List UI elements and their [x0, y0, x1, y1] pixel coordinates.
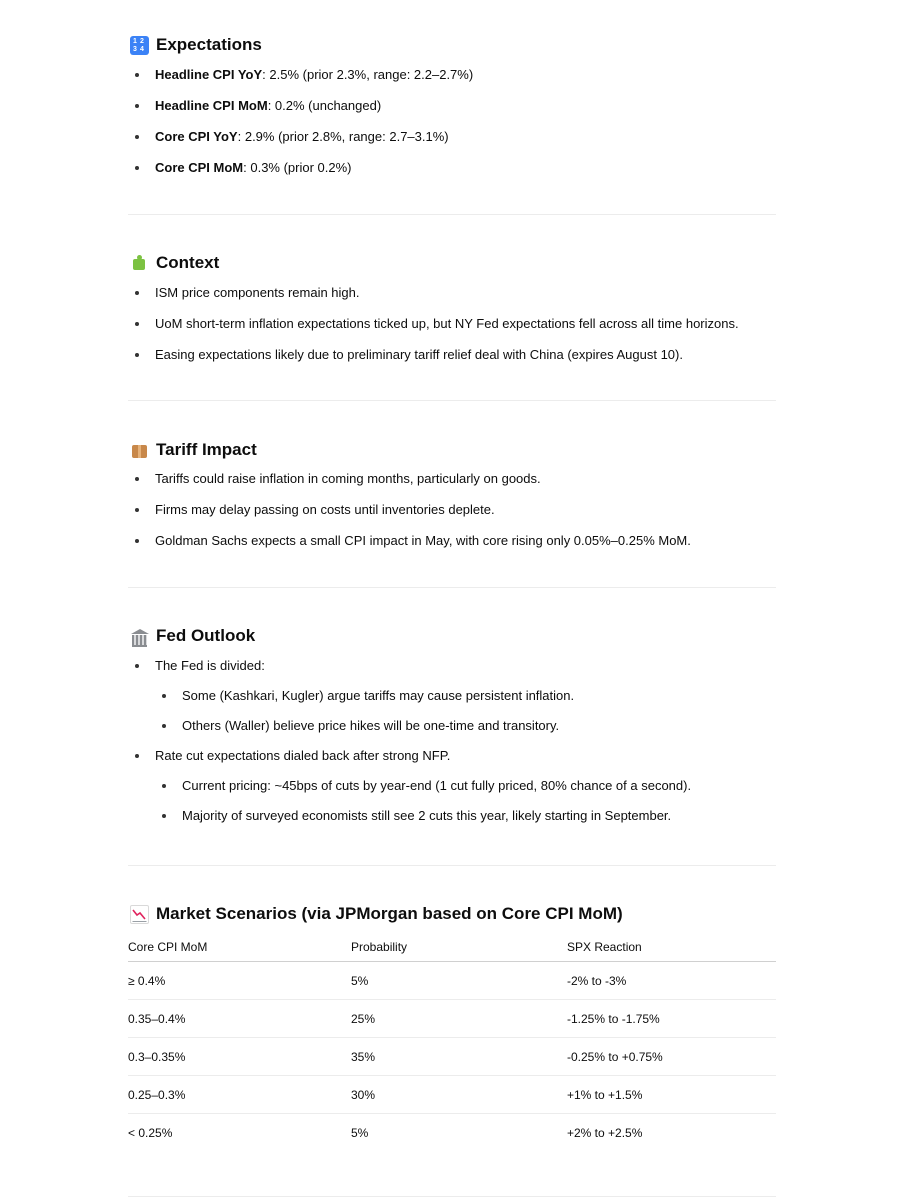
table-cell: +1% to +1.5%	[567, 1076, 776, 1114]
item-label: Core CPI MoM	[155, 160, 244, 175]
table-cell: 30%	[351, 1076, 567, 1114]
table-cell: 0.3–0.35%	[128, 1038, 351, 1076]
column-header: Probability	[351, 932, 567, 962]
list-item	[128, 128, 776, 146]
list-item: Firms may delay passing on costs until inventories deplete.	[128, 501, 776, 519]
list-item: The Fed is divided:	[128, 657, 776, 675]
column-header: SPX Reaction	[567, 932, 776, 962]
scenarios-table	[128, 932, 776, 1151]
list-item: Easing expectations likely due to preliminary tariff relief deal with China (expires August 10).	[128, 346, 776, 364]
section-divider	[128, 400, 776, 401]
context-title: Context	[156, 253, 220, 272]
table-cell: ≥ 0.4%	[128, 962, 351, 1000]
item-text: : 0.3% (prior 0.2%)	[243, 160, 352, 175]
fed-title: Fed Outlook	[156, 626, 256, 645]
expectations-list	[128, 66, 776, 177]
puzzle-piece-icon	[130, 254, 149, 273]
sub-list-item: Some (Kashkari, Kugler) argue tariffs may cause persistent inflation.	[128, 687, 776, 705]
list-item: ISM price components remain high.	[128, 284, 776, 302]
tariff-section	[128, 438, 776, 550]
list-item: Tariffs could raise inflation in coming months, particularly on goods.	[128, 470, 776, 488]
tariff-heading	[128, 438, 776, 462]
table-header-row	[128, 932, 776, 962]
table-cell: 5%	[351, 1125, 369, 1140]
expectations-title: Expectations	[156, 35, 262, 54]
item-label: Core CPI YoY	[155, 129, 238, 144]
table-cell: +2% to +2.5%	[567, 1125, 643, 1140]
item-label: Headline CPI YoY	[155, 67, 263, 82]
table-row	[128, 1000, 776, 1038]
table-cell: 35%	[351, 1038, 567, 1076]
package-icon	[130, 441, 149, 460]
tariff-list	[128, 470, 776, 550]
context-section	[128, 251, 776, 364]
table-cell: 5%	[351, 962, 567, 1000]
table-cell: < 0.25%	[128, 1125, 173, 1140]
section-divider	[128, 865, 776, 866]
list-item	[128, 66, 776, 84]
sub-list-item: Others (Waller) believe price hikes will be one-time and transitory.	[128, 717, 776, 735]
tariff-title: Tariff Impact	[156, 440, 257, 459]
list-item	[128, 159, 776, 177]
list-item: Rate cut expectations dialed back after strong NFP.	[128, 747, 776, 765]
section-divider	[128, 587, 776, 588]
context-list	[128, 284, 776, 364]
table-cell: -0.25% to +0.75%	[567, 1038, 776, 1076]
item-text: : 2.9% (prior 2.8%, range: 2.7–3.1%)	[237, 129, 449, 144]
input-numbers-icon: 1 2 3 4	[130, 36, 149, 55]
item-text: : 0.2% (unchanged)	[267, 98, 382, 113]
table-cell: 25%	[351, 1000, 567, 1038]
table-cell: 0.35–0.4%	[128, 1000, 351, 1038]
list-item: Goldman Sachs expects a small CPI impact in May, with core rising only 0.05%–0.25% MoM.	[128, 532, 776, 550]
fed-section	[128, 624, 776, 825]
expectations-heading	[128, 33, 776, 57]
fed-heading	[128, 624, 776, 648]
chart-decreasing-icon	[130, 905, 149, 924]
section-divider	[128, 214, 776, 215]
table-row	[128, 1038, 776, 1076]
sub-list-item: Majority of surveyed economists still see 2 cuts this year, likely starting in September.	[128, 807, 776, 825]
column-header: Core CPI MoM	[128, 932, 351, 962]
scenarios-heading	[128, 902, 776, 926]
section-divider	[128, 1196, 776, 1197]
item-label: Headline CPI MoM	[155, 98, 268, 113]
list-item	[128, 97, 776, 115]
table-cell: -2% to -3%	[567, 962, 776, 1000]
item-text: : 2.5% (prior 2.3%, range: 2.2–2.7%)	[262, 67, 474, 82]
expectations-section	[128, 33, 776, 177]
table-cell: -1.25% to -1.75%	[567, 1000, 776, 1038]
sub-list-item: Current pricing: ~45bps of cuts by year-end (1 cut fully priced, 80% chance of a second).	[128, 777, 776, 795]
scenarios-section	[128, 902, 776, 1151]
list-item: UoM short-term inflation expectations ticked up, but NY Fed expectations fell across all time horizons.	[128, 315, 776, 333]
fed-list	[128, 657, 776, 825]
classical-building-icon	[130, 627, 149, 646]
table-row	[128, 962, 776, 1000]
context-heading	[128, 251, 776, 275]
scenarios-title: Market Scenarios (via JPMorgan based on Core CPI MoM)	[156, 904, 623, 923]
table-row	[128, 1076, 776, 1114]
table-row	[128, 1114, 776, 1152]
table-cell: 0.25–0.3%	[128, 1076, 351, 1114]
